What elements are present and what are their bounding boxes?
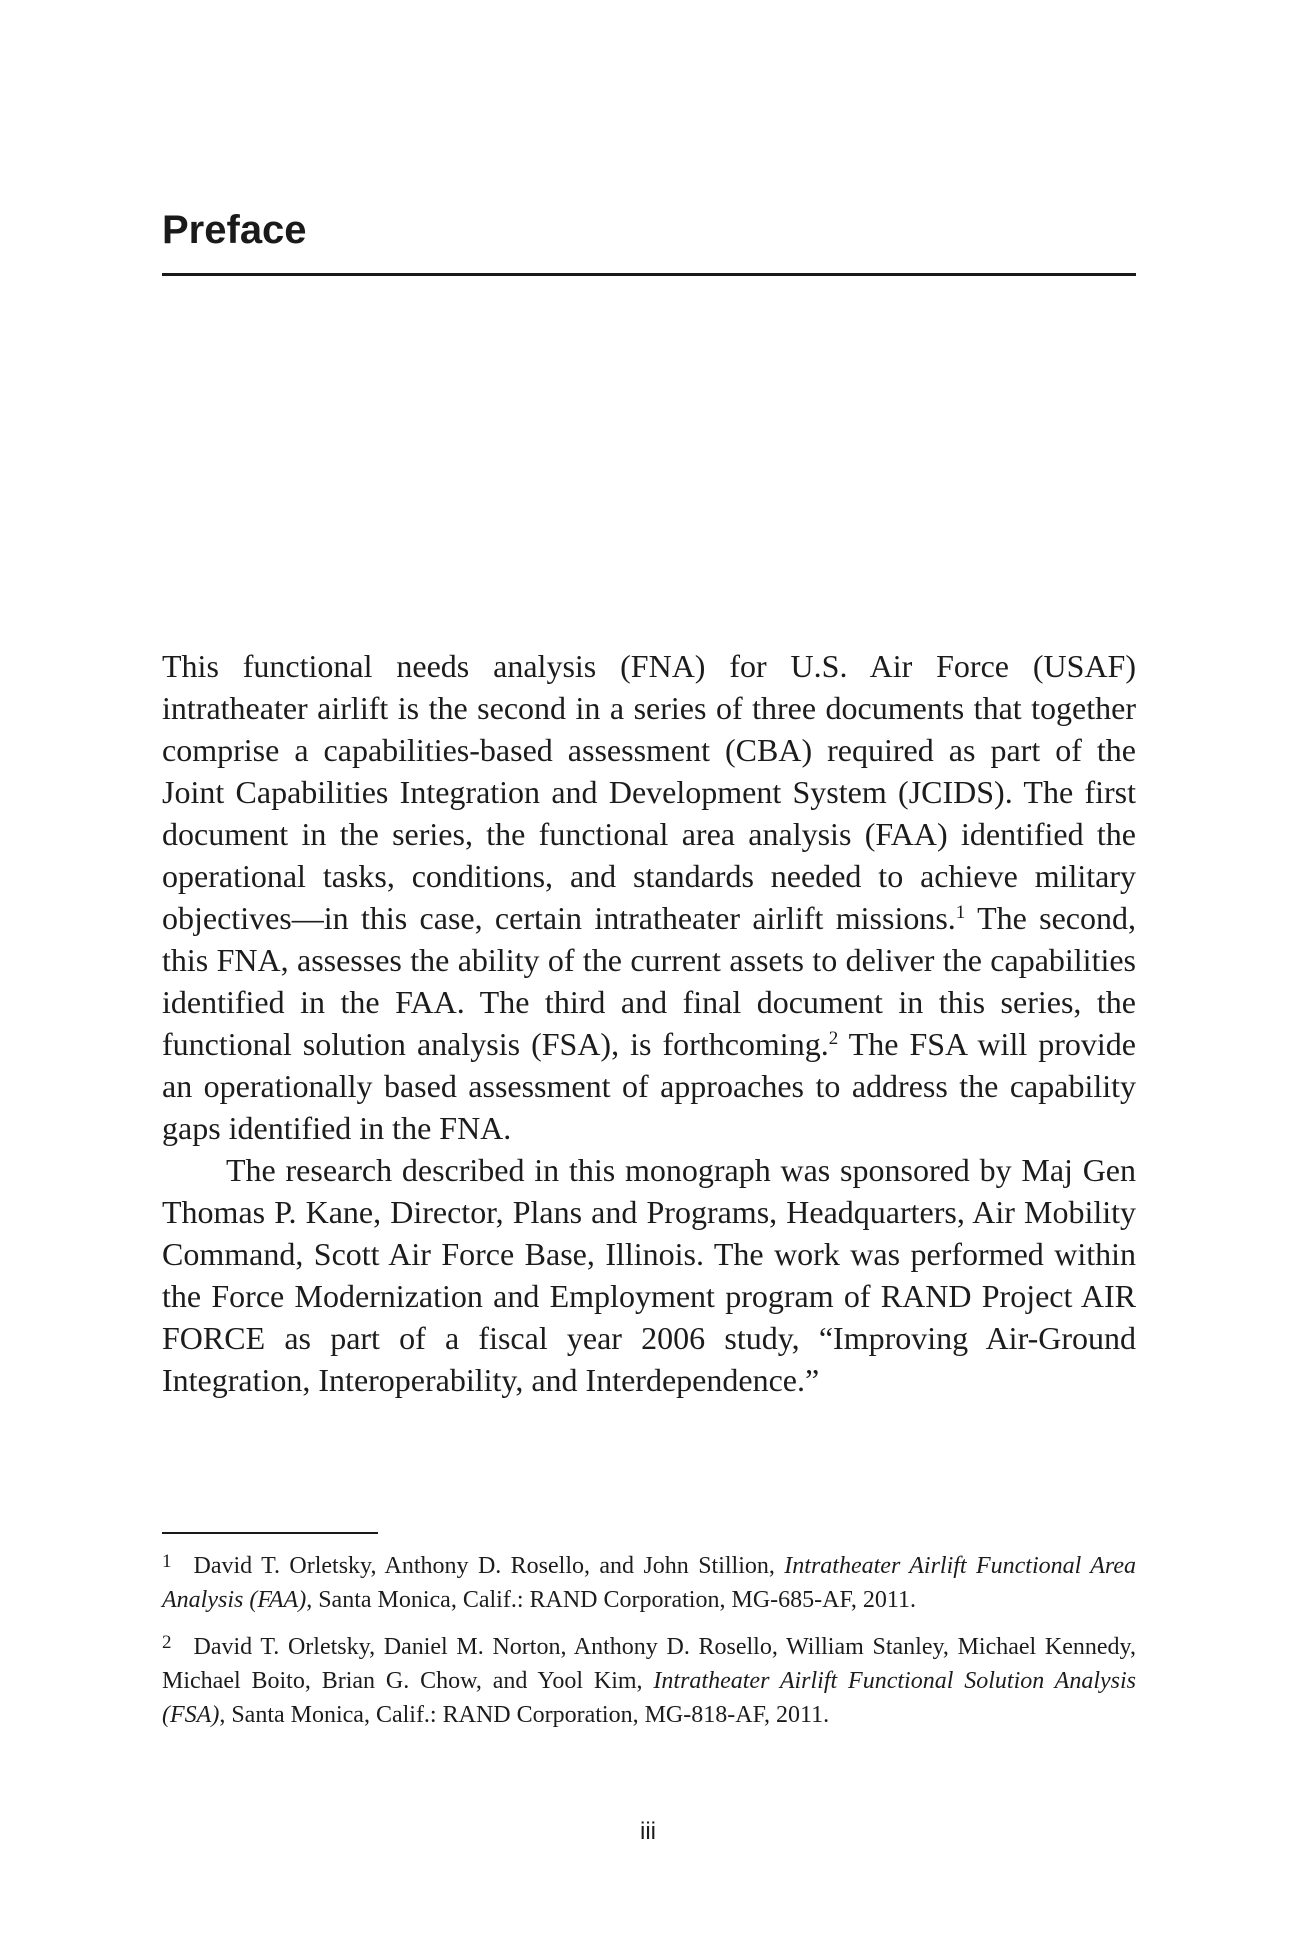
paragraph-2: The research described in this monograph was sponsored by Maj Gen Thomas P. Kane, Director, Plans and Programs, Headquarters, Air Mobility Command, Scott Air Force Base, Illinois. The work was performed within the Force Modernization and Employment program of RAND Project AIR FORCE as part of a fiscal year 2006 study, “Improving Air-Ground Integration, Interoperability, and Interdependence.” <box>162 1152 1136 1398</box>
footnote-authors: David T. Orletsky, Anthony D. Rosello, and John Stillion, <box>193 1553 775 1579</box>
footnote-2 <box>162 1630 1136 1732</box>
footnote-ref-2: 2 <box>828 1028 839 1049</box>
footnote-title: Intratheater Airlift Functional Solution Analysis (FSA) <box>162 1668 1137 1728</box>
paragraph-1-text-3: The FSA will provide an operationally based assessment of approaches to address the capability gaps identified in the FNA. <box>162 1026 1137 1146</box>
footnote-number: 2 <box>162 1632 172 1653</box>
footnote-title: Intratheater Airlift Functional Area Analysis (FAA) <box>162 1553 1137 1613</box>
footnote-1 <box>162 1549 1136 1617</box>
footnote-publisher: , Santa Monica, Calif.: RAND Corporation, MG-818-AF, 2011. <box>219 1702 830 1728</box>
body-text <box>162 645 1136 1401</box>
footnote-publisher: , Santa Monica, Calif.: RAND Corporation, MG-685-AF, 2011. <box>306 1587 916 1613</box>
paragraph-1-text-2: The second, this FNA, assesses the ability of the current assets to deliver the capabilities identified in the FAA. The third and final document in this series, the functional solution analysis (FSA), is forthcoming. <box>162 900 1137 1062</box>
page-number: iii <box>640 1818 656 1845</box>
paragraph-1 <box>162 645 1136 1149</box>
footnote-number: 1 <box>162 1551 172 1572</box>
page-heading: Preface <box>162 208 307 252</box>
footnote-authors: David T. Orletsky, Daniel M. Norton, Anthony D. Rosello, William Stanley, Michael Kennedy, Michael Boito, Brian G. Chow, and Yool Kim, <box>162 1634 1136 1694</box>
footnote-ref-1: 1 <box>955 902 966 923</box>
paragraph-1-text: This functional needs analysis (FNA) for U.S. Air Force (USAF) intratheater airlift is the second in a series of three documents that together comprise a capabilities-based assessment (CBA) required as part of the Joint Capabilities Integration and Development System (JCIDS). The first document in the series, the functional area analysis (FAA) identified the operational tasks, conditions, and standards needed to achieve military objectives—in this case, certain intratheater airlift missions. <box>162 648 1136 936</box>
footnote-separator <box>162 1532 378 1534</box>
footnotes <box>162 1549 1136 1745</box>
heading-rule <box>162 273 1136 276</box>
